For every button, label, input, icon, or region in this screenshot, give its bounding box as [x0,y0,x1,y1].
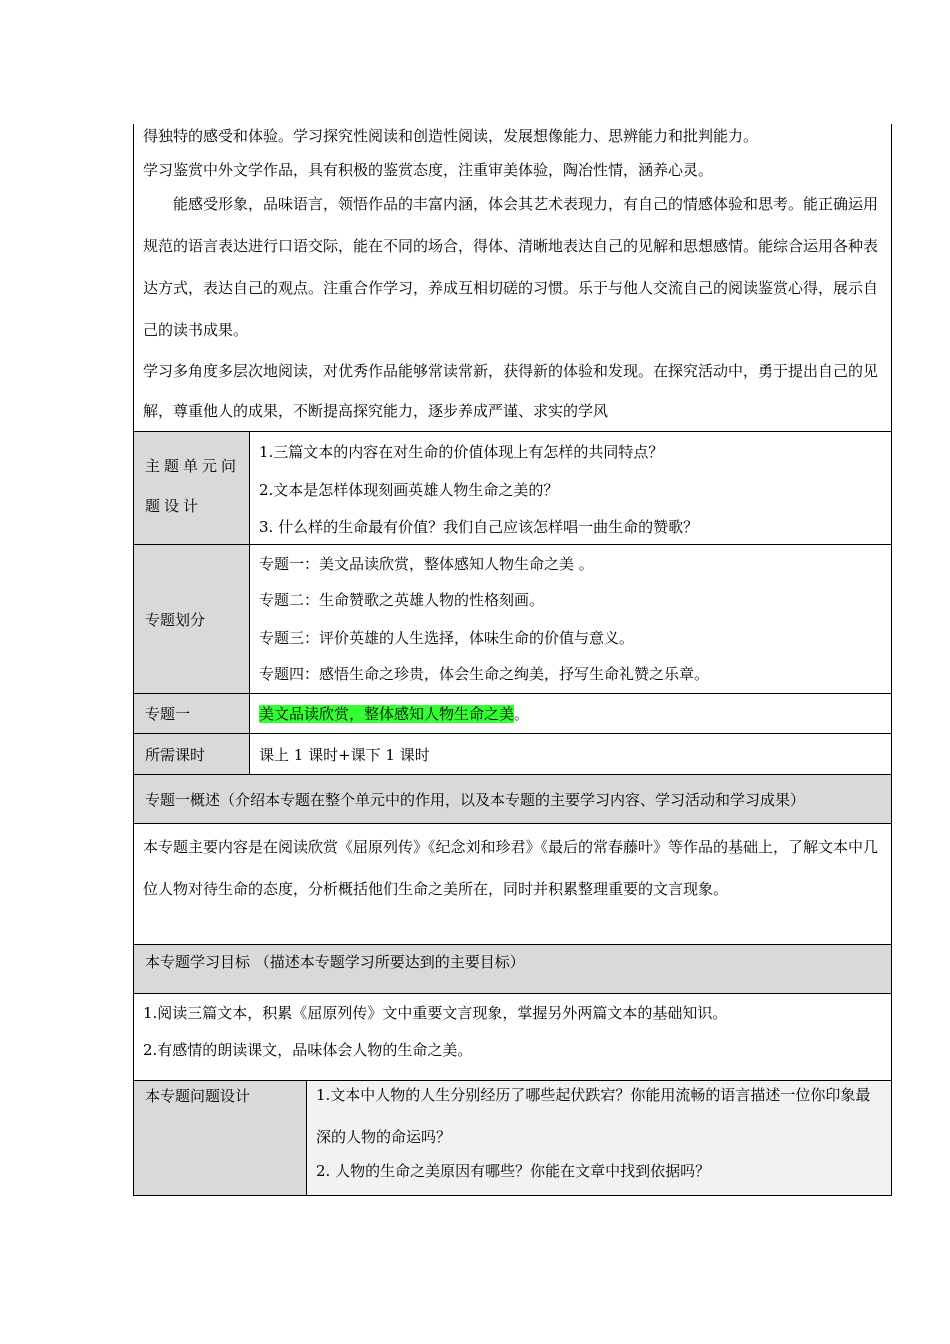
goal-2: 2.有感情的朗读课文，品味体会人物的生命之美。 [143,1041,473,1059]
topic-division-item-2: 专题二：生命赞歌之英雄人物的性格刻画。 [259,591,545,609]
goals-header-row [134,945,892,994]
unit-questions-row [134,432,892,545]
lesson-plan-table [133,124,892,1196]
topic-one-label: 专题一 [134,703,249,724]
topic-one-suffix: 。 [514,705,530,723]
goals-header: 本专题学习目标 （描述本专题学习所要达到的主要目标） [145,953,525,971]
hours-value: 课上 1 课时+课下 1 课时 [259,745,430,764]
topic-division-item-1: 专题一：美文品读欣赏，整体感知人物生命之美 。 [259,555,594,573]
topic-division-item-4: 专题四：感悟生命之珍贵，体会生命之绚美，抒写生命礼赞之乐章。 [259,665,710,683]
intro-row [134,124,892,432]
unit-question-2: 2.文本是怎样体现刻画英雄人物生命之美的？ [259,481,559,499]
goals-row [134,994,892,1081]
overview-text: 本专题主要内容是在阅读欣赏《屈原列传》《纪念刘和珍君》《最后的常春藤叶》等作品的基础上，了解文本中几位人物对待生命的态度，分析概括他们生命之美所在，同时并积累整理重要的文言现象。 [143,838,879,898]
intro-paragraph-4: 学习多角度多层次地阅读，对优秀作品能够常读常新，获得新的体验和发现。在探究活动中，勇于提出自己的见解，尊重他人的成果，不断提高探究能力，逐步养成严谨、求实的学风 [143,362,879,420]
unit-question-3: 3. 什么样的生命最有价值？我们自己应该怎样唱一曲生命的赞歌？ [259,518,699,536]
overview-header: 专题一概述（介绍本专题在整个单元中的作用，以及本专题的主要学习内容、学习活动和学习成果） [145,790,806,809]
document-page [133,124,891,1196]
overview-text-row [134,824,892,945]
topic-division-item-3: 专题三：评价英雄的人生选择，体味生命的价值与意义。 [259,629,635,647]
topic-question-1: 1.文本中人物的人生分别经历了哪些起伏跌宕？你能用流畅的语言描述一位你印象最深的人物的命运吗？ [316,1086,871,1146]
hours-row [134,734,892,775]
overview-header-row [134,775,892,824]
topic-questions-label: 本专题问题设计 [134,1081,306,1106]
hours-label: 所需课时 [134,744,249,765]
unit-questions-label: 主题单元问题设计 [134,432,249,526]
intro-paragraph-2: 学习鉴赏中外文学作品，具有积极的鉴赏态度，注重审美体验，陶冶性情，涵养心灵。 [143,161,714,179]
topic-questions-row [134,1081,892,1196]
topic-question-2: 2. 人物的生命之美原因有哪些？你能在文章中找到依据吗？ [316,1162,711,1180]
topic-division-label: 专题划分 [134,609,249,630]
topic-division-row [134,545,892,694]
topic-one-title: 美文品读欣赏，整体感知人物生命之美 [259,705,515,723]
topic-one-row [134,694,892,734]
goal-1: 1.阅读三篇文本，积累《屈原列传》文中重要文言现象，掌握另外两篇文本的基础知识。 [143,1004,728,1022]
intro-paragraph-3: 能感受形象，品味语言，领悟作品的丰富内涵，体会其艺术表现力，有自己的情感体验和思考。能正确运用规范的语言表达进行口语交际，能在不同的场合，得体、清晰地表达自己的见解和思想感情。能综合运用各种表达方式，表达自己的观点。注重合作学习，养成互相切磋的习惯。乐于与他人交流自己的阅读鉴赏心得，展示自己的读书成果。 [143,195,879,339]
unit-question-1: 1.三篇文本的内容在对生命的价值体现上有怎样的共同特点？ [259,443,664,461]
intro-paragraph-1: 得独特的感受和体验。学习探究性阅读和创造性阅读，发展想像能力、思辨能力和批判能力。 [143,127,759,145]
